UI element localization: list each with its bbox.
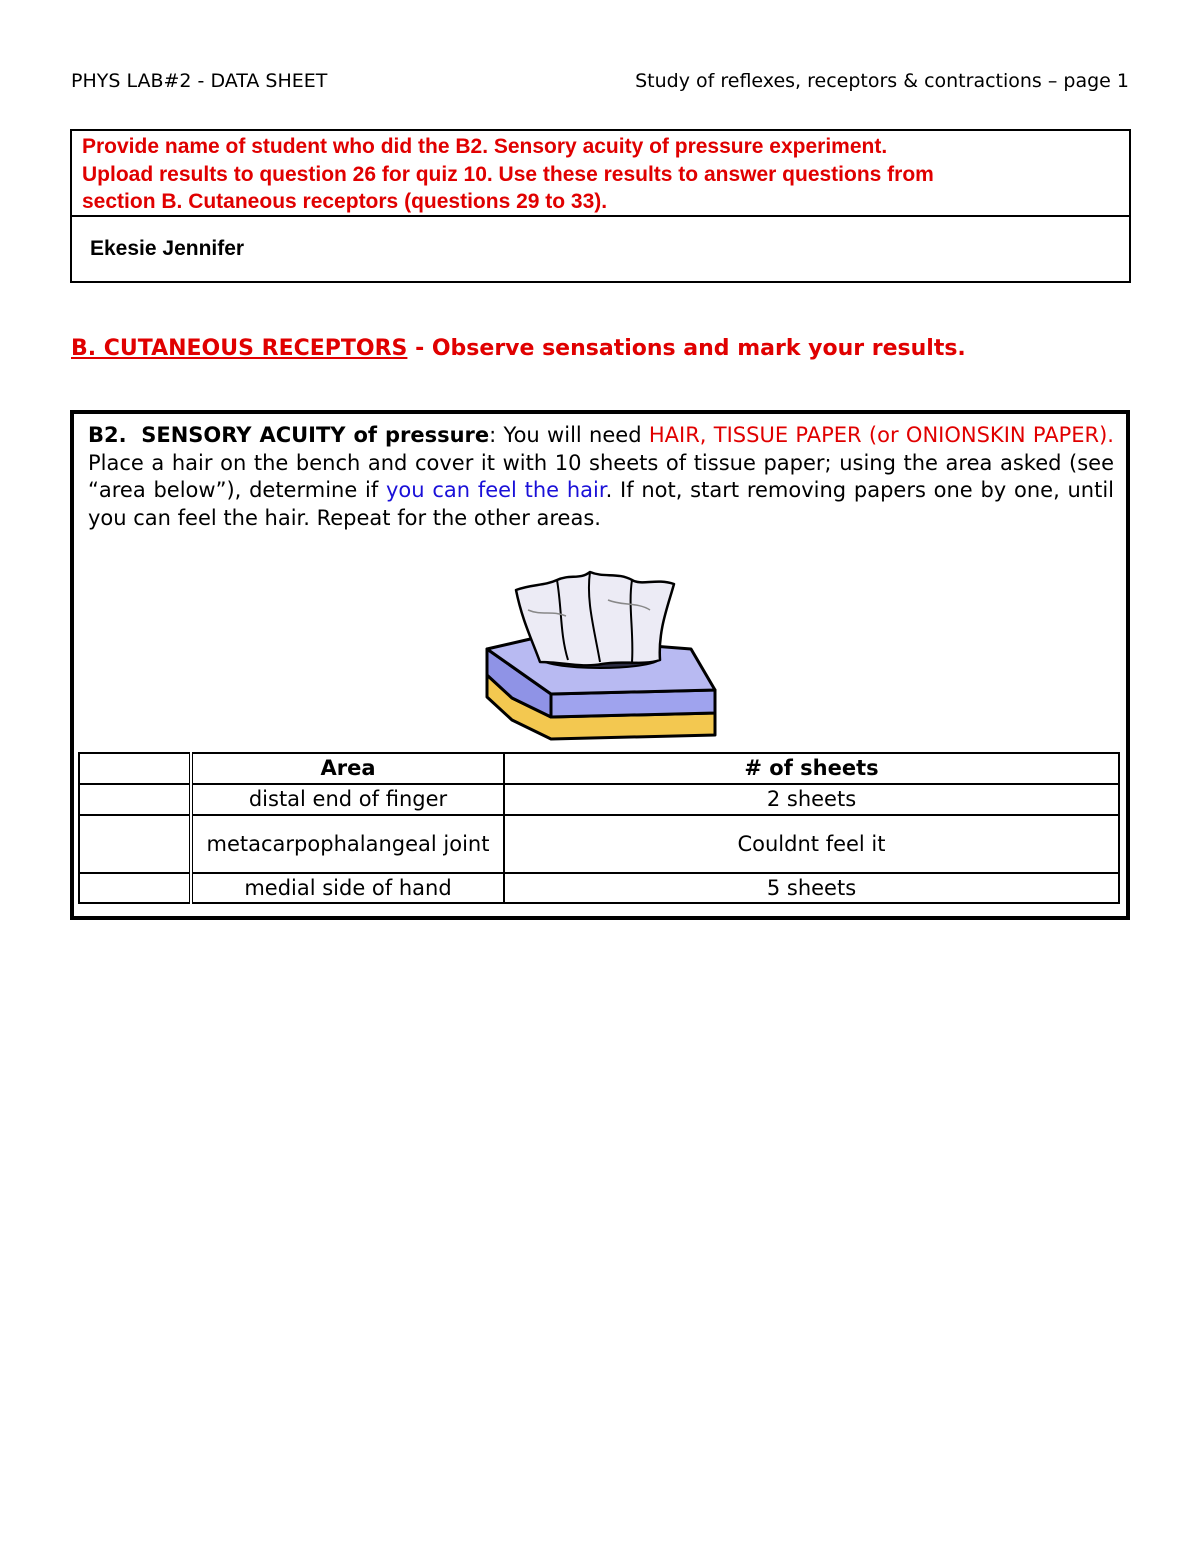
b2-experiment-box (70, 410, 1130, 920)
student-name: Ekesie Jennifer (90, 237, 245, 260)
b2-text-1: Place a hair on the bench and cover it with 10 sheets of tissue paper; using the area asked (see “area below”), determine if (88, 450, 1114, 503)
prompt-line-3: section B. Cutaneous receptors (questions 29 to 33). (82, 190, 608, 213)
table-cell-area: medial side of hand (191, 873, 504, 903)
table-header-row (79, 753, 1119, 784)
header-page-info: Study of reflexes, receptors & contractions – page 1 (635, 70, 1129, 92)
b2-instructions (88, 422, 1114, 532)
table-cell-sheets: Couldnt feel it (504, 815, 1119, 873)
b2-label: B2. (88, 423, 127, 447)
b2-highlight: you can feel the hair (386, 478, 606, 503)
table-cell-blank (79, 815, 191, 873)
header-title: PHYS LAB#2 - DATA SHEET (71, 70, 328, 92)
section-subtitle: - Observe sensations and mark your results. (407, 336, 966, 361)
prompt-line-1: Provide name of student who did the B2. Sensory acuity of pressure experiment. (82, 135, 888, 158)
tissue-box-icon (482, 570, 722, 746)
table-cell-blank (79, 784, 191, 815)
table-row (79, 873, 1119, 903)
section-heading (71, 336, 966, 361)
student-prompt (72, 131, 1129, 217)
page-header (71, 70, 1129, 96)
table-header-sheets: # of sheets (504, 753, 1119, 784)
table-row (79, 815, 1119, 873)
table-cell-sheets: 2 sheets (504, 784, 1119, 815)
b2-text-2: . If not, start removing papers one by one, until you can feel the hair. Repeat for the other areas. (88, 478, 1115, 530)
student-name-box (70, 129, 1131, 283)
b2-intro: : You will need (489, 423, 649, 447)
b2-materials: HAIR, TISSUE PAPER (or ONIONSKIN PAPER). (648, 423, 1114, 447)
section-title: B. CUTANEOUS RECEPTORS (71, 336, 408, 361)
table-cell-blank (79, 753, 191, 784)
table-cell-sheets: 5 sheets (504, 873, 1119, 903)
table-cell-area: distal end of finger (191, 784, 504, 815)
table-row (79, 784, 1119, 815)
prompt-line-2: Upload results to question 26 for quiz 10. Use these results to answer questions from (82, 162, 934, 186)
table-cell-blank (79, 873, 191, 903)
table-cell-area: metacarpophalangeal joint (191, 815, 504, 873)
results-table (78, 752, 1120, 904)
table-header-area: Area (191, 753, 504, 784)
b2-title: SENSORY ACUITY of pressure (141, 423, 490, 447)
